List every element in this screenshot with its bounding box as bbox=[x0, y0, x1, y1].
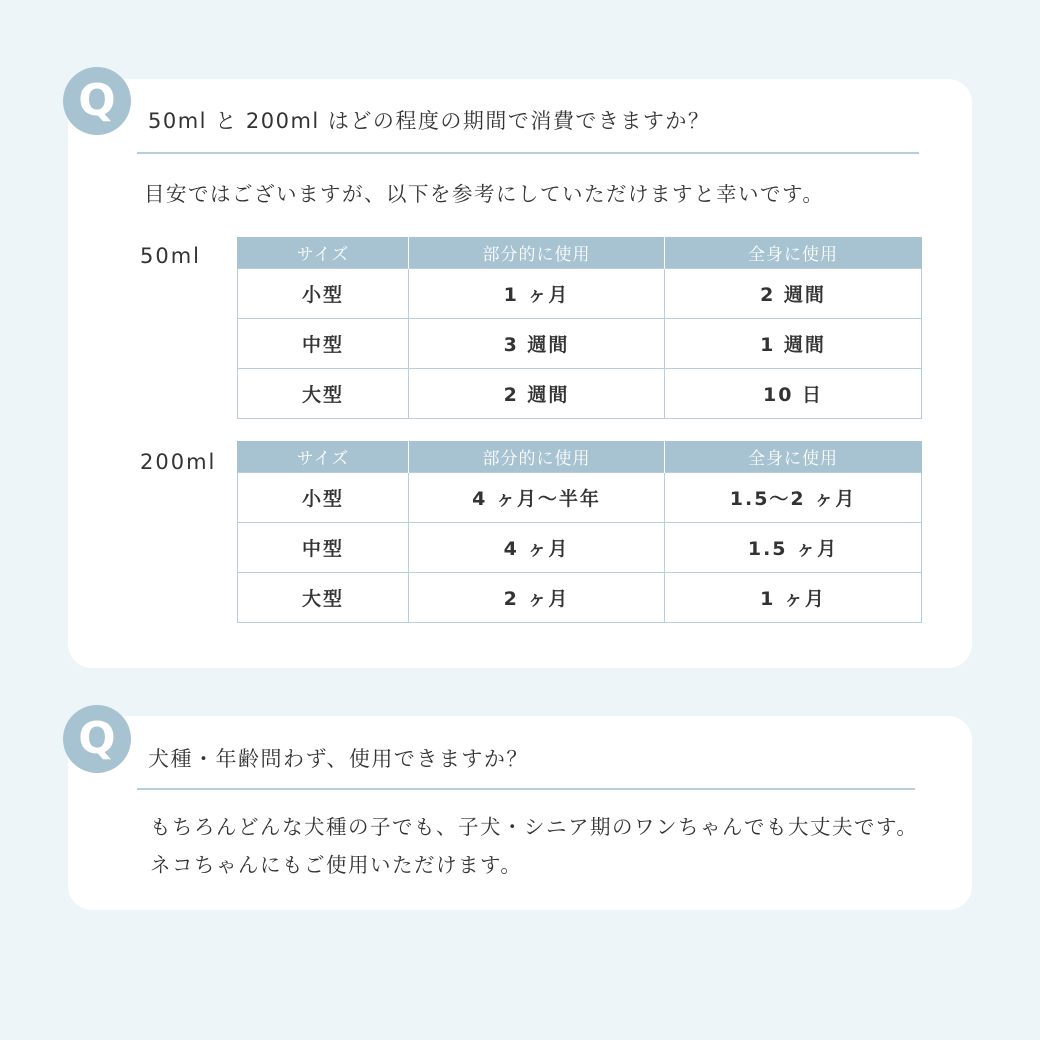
header-full-body-use: 全身に使用 bbox=[665, 441, 922, 472]
cell-partial: 4 ヶ月〜半年 bbox=[409, 472, 665, 522]
header-partial-use: 部分的に使用 bbox=[409, 441, 665, 472]
cell-full: 1 週間 bbox=[665, 318, 922, 368]
question-2-text: 犬種・年齢問わず、使用できますか？ bbox=[148, 747, 529, 771]
cell-size: 大型 bbox=[238, 368, 409, 418]
usage-table-200ml bbox=[237, 441, 922, 623]
cell-partial: 3 週間 bbox=[409, 318, 665, 368]
cell-size: 中型 bbox=[238, 522, 409, 572]
question-badge-icon: Q bbox=[63, 67, 131, 135]
cell-partial: 2 週間 bbox=[409, 368, 665, 418]
answer-1-text: 目安ではございますが、以下を参考にしていただけますと幸いです。 bbox=[144, 182, 825, 206]
cell-size: 小型 bbox=[238, 268, 409, 318]
table-row bbox=[238, 318, 922, 368]
cell-full: 1.5 ヶ月 bbox=[665, 522, 922, 572]
table-row bbox=[238, 522, 922, 572]
table-row bbox=[238, 368, 922, 418]
usage-table-50ml bbox=[237, 237, 922, 419]
header-size: サイズ bbox=[238, 237, 409, 268]
header-full-body-use: 全身に使用 bbox=[665, 237, 922, 268]
answer-2-text: もちろんどんな犬種の子でも、子犬・シニア期のワンちゃんでも大丈夫です。ネコちゃんにもご使用いただけます。 bbox=[150, 815, 919, 877]
table-row bbox=[238, 572, 922, 622]
table-row bbox=[238, 472, 922, 522]
table-header-row bbox=[238, 441, 922, 472]
table-label-50ml: 50ml bbox=[140, 244, 202, 268]
table-label-200ml: 200ml bbox=[140, 450, 217, 474]
cell-partial: 4 ヶ月 bbox=[409, 522, 665, 572]
question-1-text: 50ml と 200ml はどの程度の期間で消費できますか？ bbox=[148, 109, 711, 133]
question-badge-icon: Q bbox=[63, 705, 131, 773]
cell-size: 小型 bbox=[238, 472, 409, 522]
header-partial-use: 部分的に使用 bbox=[409, 237, 665, 268]
cell-full: 1 ヶ月 bbox=[665, 572, 922, 622]
table-row bbox=[238, 268, 922, 318]
question-1-divider bbox=[137, 152, 919, 154]
cell-partial: 2 ヶ月 bbox=[409, 572, 665, 622]
cell-partial: 1 ヶ月 bbox=[409, 268, 665, 318]
cell-size: 大型 bbox=[238, 572, 409, 622]
cell-size: 中型 bbox=[238, 318, 409, 368]
question-2-divider bbox=[137, 788, 915, 790]
cell-full: 10 日 bbox=[665, 368, 922, 418]
table-header-row bbox=[238, 237, 922, 268]
cell-full: 1.5〜2 ヶ月 bbox=[665, 472, 922, 522]
header-size: サイズ bbox=[238, 441, 409, 472]
cell-full: 2 週間 bbox=[665, 268, 922, 318]
